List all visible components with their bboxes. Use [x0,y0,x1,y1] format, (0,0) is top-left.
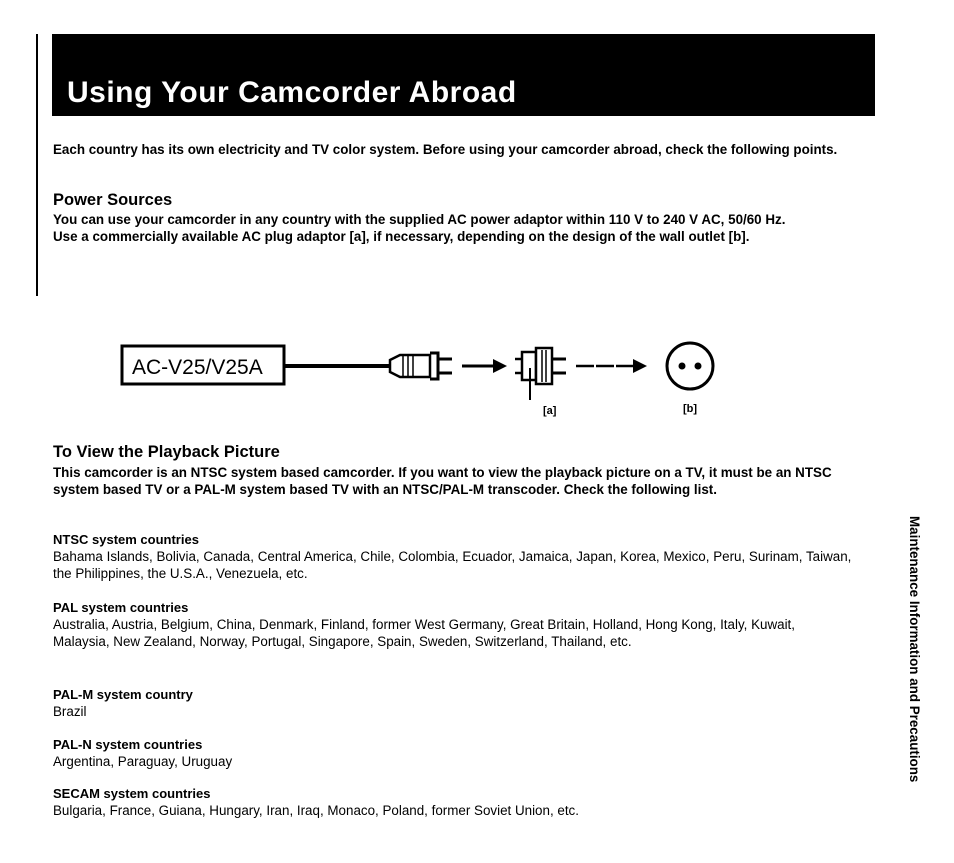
arrow-right-icon [462,359,507,373]
country-group-heading: PAL-N system countries [53,737,203,752]
country-list: Brazil [53,704,87,719]
page-title: Using Your Camcorder Abroad [67,76,517,109]
diagram-svg [110,328,730,428]
country-list: Bahama Islands, Bolivia, Canada, Central America, Chile, Colombia, Ecuador, Jamaica, Japan, Korea, Mexico, Peru, Surinam, Taiwan, the Philippines, the U.S.A., Venezuela, etc. [53,549,852,581]
playback-heading: To View the Playback Picture [53,443,280,461]
country-list: Australia, Austria, Belgium, China, Denmark, Finland, former West Germany, Great Britain, Holland, Hong Kong, Italy, Kuwait, Malaysia, New Zealand, Norway, Portugal, Singapore, Spain, Sweden, Switzerland, Thailand, etc. [53,617,796,649]
plug-adaptor-diagram [110,328,730,428]
label-b: [b] [683,403,698,415]
power-sources-para-2: Use a commercially available AC plug adaptor [a], if necessary, depending on the design of the wall outlet [b]. [53,229,750,244]
power-sources-para-1: You can use your camcorder in any country with the supplied AC power adaptor within 110 V to 240 V AC, 50/60 Hz. [53,212,786,227]
intro-paragraph: Each country has its own electricity and TV color system. Before using your camcorder abroad, check the following points. [53,142,838,157]
power-sources-text [53,211,843,245]
country-group-ntsc [53,532,853,582]
ac-plug-icon [390,353,452,379]
wall-outlet-icon [667,343,713,389]
country-group-pal [53,600,853,650]
country-group-secam [53,786,853,819]
label-a: [a] [543,405,557,417]
arrow-right-icon [576,359,647,373]
side-section-label [900,516,930,832]
title-bar [52,34,875,116]
playback-text: This camcorder is an NTSC system based camcorder. If you want to view the playback picture on a TV, it must be an NTSC system based TV or a PAL-M system based TV with an NTSC/PAL-M transcoder. Check the following list. [53,465,832,497]
adaptor-model-label: AC-V25/V25A [132,356,263,379]
country-group-heading: NTSC system countries [53,532,199,547]
country-group-heading: PAL-M system country [53,687,193,702]
power-sources-heading: Power Sources [53,191,173,209]
plug-adaptor-icon [515,348,566,400]
country-group-pal-m [53,687,853,720]
side-section-text: Maintenance Information and Precautions [907,516,922,783]
country-group-heading: PAL system countries [53,600,189,615]
country-list: Argentina, Paraguay, Uruguay [53,754,233,769]
left-margin-rule [36,34,38,296]
country-list: Bulgaria, France, Guiana, Hungary, Iran, Iraq, Monaco, Poland, former Soviet Union, etc. [53,803,579,818]
country-group-pal-n [53,737,853,770]
country-group-heading: SECAM system countries [53,786,211,801]
